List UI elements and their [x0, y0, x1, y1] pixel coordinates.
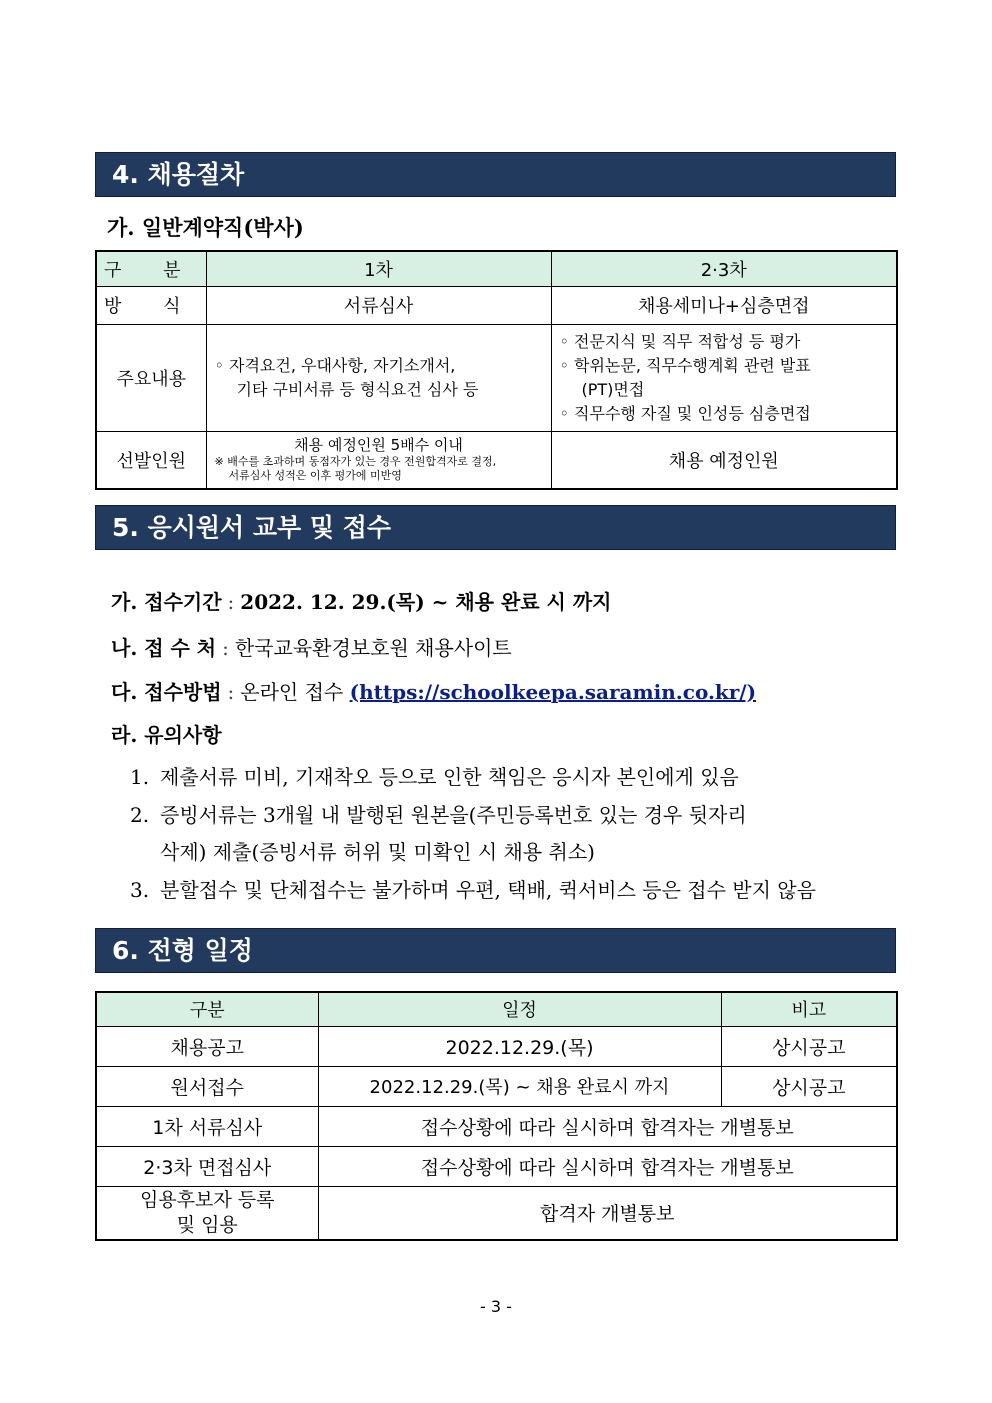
- application-place: [111, 632, 512, 661]
- header-category: 구 분: [96, 251, 206, 286]
- content-second-line1: ◦ 전문지식 및 직무 적합성 등 평가: [559, 331, 801, 351]
- notes-label: 라. 유의사항: [111, 723, 222, 747]
- schedule-label-3: 1차 서류심사: [96, 1106, 318, 1146]
- note-num-3: 3.: [130, 878, 150, 902]
- place-separator: :: [222, 636, 229, 660]
- selection-first: [206, 431, 551, 489]
- recruitment-site-link[interactable]: (https://schoolkeepa.saramin.co.kr/): [349, 680, 757, 704]
- note-item-2: [130, 799, 896, 828]
- application-period: [111, 586, 611, 615]
- section4-header: [95, 152, 896, 197]
- schedule-label-2: 원서접수: [96, 1066, 318, 1106]
- schedule-row-announcement: [96, 1026, 897, 1066]
- schedule-header-category: 구분: [96, 992, 318, 1026]
- note-text-3: 분할접수 및 단체접수는 불가하며 우편, 택배, 퀵서비스 등은 접수 받지 않음: [160, 878, 816, 902]
- schedule-row-application: [96, 1066, 897, 1106]
- schedule-row-document-review: [96, 1106, 897, 1146]
- place-value: 한국교육환경보호원 채용사이트: [234, 636, 512, 660]
- section4-subtitle: 가. 일반계약직(박사): [107, 215, 304, 240]
- period-separator: :: [227, 590, 235, 614]
- method-value: 온라인 접수: [240, 680, 344, 704]
- procedure-table: [95, 250, 898, 490]
- period-value: 2022. 12. 29.(목) ~ 채용 완료 시 까지: [240, 590, 612, 614]
- content-second-line2: ◦ 학위논문, 직무수행계획 관련 발표: [559, 355, 811, 375]
- note-num-1: 1.: [130, 765, 150, 789]
- schedule-date-5: 합격자 개별통보: [318, 1186, 897, 1240]
- header-first-round: 1차: [206, 251, 551, 286]
- content-first-line2: 기타 구비서류 등 형식요건 심사 등: [236, 379, 479, 399]
- schedule-label-5: [96, 1186, 318, 1240]
- procedure-table-header: [96, 251, 897, 286]
- schedule-note-2: 상시공고: [721, 1066, 897, 1106]
- place-label: 나. 접 수 처: [111, 636, 217, 660]
- notes-heading: [111, 719, 222, 748]
- method-first: 서류심사: [206, 286, 551, 324]
- schedule-date-1: 2022.12.29.(목): [318, 1026, 721, 1066]
- content-second: [551, 324, 897, 431]
- method-second: 채용세미나+심층면접: [551, 286, 897, 324]
- content-second-line4: ◦ 직무수행 자질 및 인성등 심층면접: [559, 403, 811, 423]
- method-label: 방 식: [96, 286, 206, 324]
- section6-title: 6. 전형 일정: [112, 936, 253, 965]
- schedule-note-1: 상시공고: [721, 1026, 897, 1066]
- note-item-3: [130, 874, 896, 903]
- schedule-row-interview: [96, 1146, 897, 1186]
- schedule-date-4: 접수상황에 따라 실시하며 합격자는 개별통보: [318, 1146, 897, 1186]
- schedule-row-appointment: [96, 1186, 897, 1240]
- section5-header: [95, 505, 896, 550]
- content-first-line1: ◦ 자격요건, 우대사항, 자기소개서,: [214, 355, 456, 375]
- note-text-2b: 삭제) 제출(증빙서류 허위 및 미확인 시 채용 취소): [160, 840, 595, 864]
- schedule-table: [95, 991, 898, 1241]
- selection-label: 선발인원: [96, 431, 206, 489]
- section6-header: [95, 928, 896, 973]
- note-num-2: 2.: [130, 803, 150, 827]
- schedule-label-5b: 및 임용: [176, 1213, 238, 1236]
- schedule-header-note: 비고: [721, 992, 897, 1026]
- selection-first-note2: 서류심사 성적은 이후 평가에 미반영: [228, 469, 402, 483]
- content-first: [206, 324, 551, 431]
- application-method: [111, 676, 756, 705]
- note-item-1: [130, 761, 896, 790]
- content-row: [96, 324, 897, 431]
- schedule-label-4: 2·3차 면접심사: [96, 1146, 318, 1186]
- schedule-date-3: 접수상황에 따라 실시하며 합격자는 개별통보: [318, 1106, 897, 1146]
- content-label: 주요내용: [96, 324, 206, 431]
- note-text-1: 제출서류 미비, 기재착오 등으로 인한 책임은 응시자 본인에게 있음: [160, 765, 739, 789]
- selection-row: [96, 431, 897, 489]
- content-second-line3: (PT)면접: [581, 379, 645, 399]
- schedule-label-5a: 임용후보자 등록: [139, 1188, 275, 1211]
- page-number: - 3 -: [480, 1297, 512, 1316]
- selection-first-main: 채용 예정인원 5배수 이내: [294, 436, 463, 455]
- method-row: [96, 286, 897, 324]
- section4-title: 4. 채용절차: [112, 160, 245, 189]
- method-separator: :: [227, 680, 235, 704]
- section5-title: 5. 응시원서 교부 및 접수: [112, 513, 392, 542]
- period-label: 가. 접수기간: [111, 590, 222, 614]
- header-second-round: 2·3차: [551, 251, 897, 286]
- schedule-table-header: [96, 992, 897, 1026]
- schedule-date-2: 2022.12.29.(목) ~ 채용 완료시 까지: [318, 1066, 721, 1106]
- schedule-header-date: 일정: [318, 992, 721, 1026]
- method-label-5: 다. 접수방법: [111, 680, 222, 704]
- selection-second: 채용 예정인원: [551, 431, 897, 489]
- schedule-label-1: 채용공고: [96, 1026, 318, 1066]
- note-text-2a: 증빙서류는 3개월 내 발행된 원본을(주민등록번호 있는 경우 뒷자리: [160, 803, 747, 827]
- selection-first-note1: ※ 배수를 초과하며 동점자가 있는 경우 전원합격자로 결정,: [214, 455, 497, 469]
